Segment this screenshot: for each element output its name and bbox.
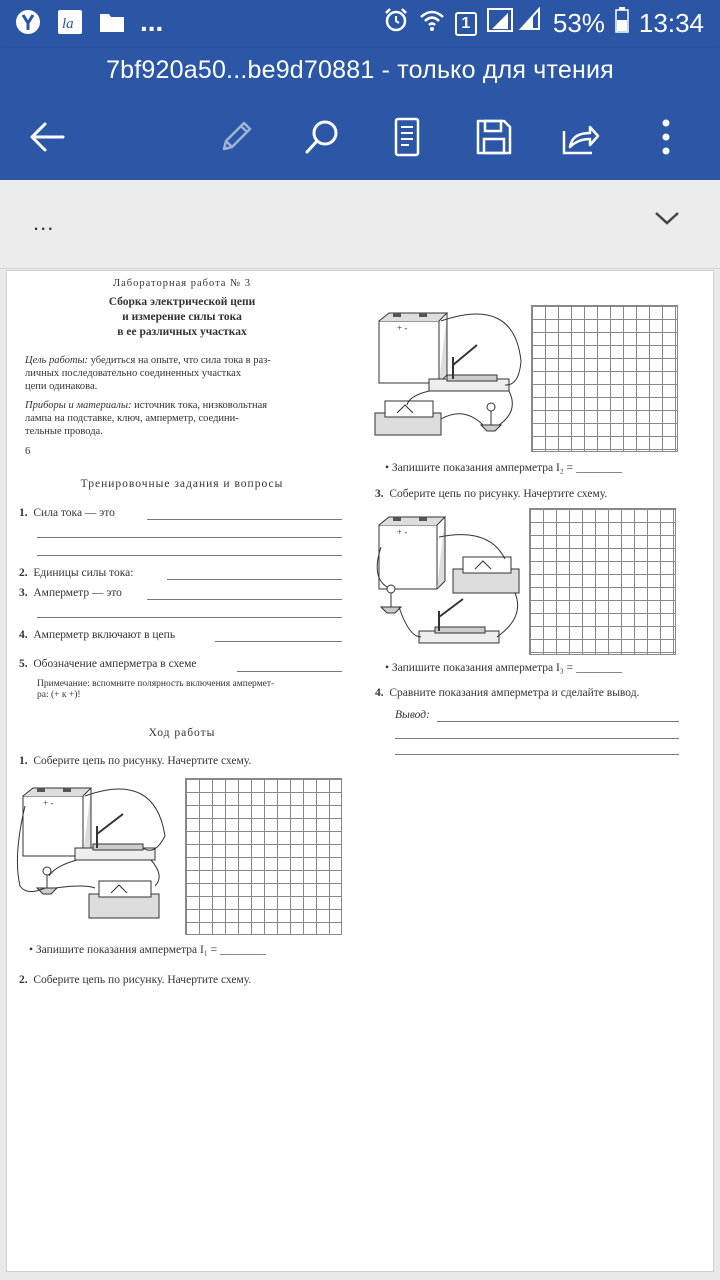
procedure-heading: Ход работы xyxy=(148,727,216,739)
note-line-1: Примечание: вспомните полярность включения ампермет- xyxy=(37,679,275,689)
drawing-grid-1 xyxy=(185,778,342,935)
toolbar xyxy=(0,102,720,172)
wifi-icon xyxy=(419,8,445,39)
reading-1: • Запишите показания амперметра I₁ = ________ xyxy=(29,944,267,956)
goal-line-1 xyxy=(25,355,271,366)
circuit-diagram-3 xyxy=(369,507,529,657)
document-title: 7bf920a50...be9d70881 - только для чтения xyxy=(106,56,614,84)
sim-slot-badge: 1 xyxy=(455,12,477,36)
search-button[interactable] xyxy=(287,102,357,172)
reading-2: • Запишите показания амперметра I₂ = ________ xyxy=(385,462,623,474)
question-2-text: Единицы силы тока: xyxy=(33,567,134,579)
alarm-icon xyxy=(383,7,409,40)
chevron-down-icon xyxy=(654,210,680,226)
training-heading: Тренировочные задания и вопросы xyxy=(80,478,284,490)
ribbon-overflow-button[interactable]: ... xyxy=(33,210,55,235)
step-2-text: Соберите цепь по рисунку. Начертите схему. xyxy=(33,974,252,986)
materials-line-2: лампа на подставке, ключ, амперметр, соедини- xyxy=(25,413,239,424)
question-4 xyxy=(19,629,175,641)
back-button[interactable] xyxy=(12,102,82,172)
signal-icon xyxy=(487,7,543,40)
step-3-number: 3. xyxy=(375,488,384,500)
goal-text: убедиться на опыте, что сила тока в раз- xyxy=(88,355,271,366)
edit-pencil-icon xyxy=(216,117,256,157)
save-button[interactable] xyxy=(459,102,529,172)
lab-title-line-3: в ее различных участках xyxy=(117,326,247,338)
conclusion-line xyxy=(437,721,679,722)
step-2-number: 2. xyxy=(19,974,28,986)
svg-text:+ -: + - xyxy=(43,798,54,808)
answer-line xyxy=(167,579,342,580)
materials-label: Приборы и материалы: xyxy=(25,400,132,411)
la-app-icon xyxy=(56,8,84,36)
question-2-number: 2. xyxy=(19,567,28,579)
answer-line xyxy=(37,555,342,556)
lab-title-line-2: и измерение силы тока xyxy=(122,311,242,323)
edit-button[interactable] xyxy=(201,102,271,172)
step-4-number: 4. xyxy=(375,687,384,699)
circuit-diagram-1 xyxy=(15,776,175,921)
question-3-number: 3. xyxy=(19,587,28,599)
step-3-text: Соберите цепь по рисунку. Начертите схему. xyxy=(389,488,608,500)
reading-3: • Запишите показания амперметра I₃ = ________ xyxy=(385,662,623,674)
circuit-diagram-2 xyxy=(369,301,529,451)
more-vert-icon xyxy=(661,117,671,157)
reading-view-button[interactable] xyxy=(372,102,442,172)
lab-title-line-1: Сборка электрической цепи xyxy=(108,296,256,308)
share-button[interactable] xyxy=(545,102,615,172)
clock: 13:34 xyxy=(638,8,704,38)
step-4-text: Сравните показания амперметра и сделайте вывод. xyxy=(389,687,640,699)
step-1-text: Соберите цепь по рисунку. Начертите схему. xyxy=(33,755,252,767)
share-icon xyxy=(560,117,600,157)
question-4-text: Амперметр включают в цепь xyxy=(33,629,176,641)
yandex-icon xyxy=(14,8,42,36)
answer-line xyxy=(147,519,342,520)
question-2 xyxy=(19,567,133,579)
svg-text:+ -: + - xyxy=(397,527,408,537)
question-4-number: 4. xyxy=(19,629,28,641)
step-4 xyxy=(375,687,639,699)
battery-icon xyxy=(615,7,629,40)
answer-line xyxy=(237,671,342,672)
more-options-button[interactable] xyxy=(631,102,701,172)
ribbon-bar xyxy=(0,180,720,269)
back-arrow-icon xyxy=(27,119,67,155)
document-page[interactable] xyxy=(6,270,714,1272)
conclusion-line xyxy=(395,754,679,755)
question-5 xyxy=(19,658,197,670)
page-number: 6 xyxy=(25,446,31,457)
answer-line xyxy=(215,641,342,642)
answer-line xyxy=(37,617,342,618)
answer-line xyxy=(37,537,342,538)
step-1 xyxy=(19,755,251,767)
goal-label: Цель работы: xyxy=(25,355,89,366)
conclusion-line xyxy=(395,738,679,739)
question-1 xyxy=(19,507,115,519)
search-icon xyxy=(302,117,342,157)
conclusion-label: Вывод: xyxy=(395,709,430,721)
step-1-number: 1. xyxy=(19,755,28,767)
folder-icon xyxy=(98,8,126,36)
materials-line-3: тельные провода. xyxy=(25,426,103,437)
step-2 xyxy=(19,974,251,986)
question-3 xyxy=(19,587,122,599)
question-1-text: Сила тока — это xyxy=(33,507,115,519)
materials-line-1 xyxy=(25,400,267,411)
drawing-grid-2 xyxy=(531,305,678,452)
question-5-text: Обозначение амперметра в схеме xyxy=(33,658,197,670)
app-bar xyxy=(0,48,720,180)
drawing-grid-3 xyxy=(529,508,676,655)
note-line-2: ра: (+ к +)! xyxy=(37,690,81,700)
svg-text:la: la xyxy=(62,16,74,32)
answer-line xyxy=(147,599,342,600)
question-1-number: 1. xyxy=(19,507,28,519)
reading-view-icon xyxy=(389,117,425,157)
question-3-text: Амперметр — это xyxy=(33,587,122,599)
battery-percent: 53% xyxy=(552,8,605,38)
expand-ribbon-button[interactable] xyxy=(654,210,680,231)
status-overflow: ... xyxy=(140,6,164,37)
goal-line-3: цепи одинакова. xyxy=(25,381,98,392)
materials-text: источник тока, низковольтная xyxy=(131,400,268,411)
question-5-number: 5. xyxy=(19,658,28,670)
save-icon xyxy=(474,117,514,157)
lab-number: Лабораторная работа № 3 xyxy=(113,278,251,289)
svg-text:+ -: + - xyxy=(397,323,408,333)
goal-line-2: личных последовательно соединенных участках xyxy=(25,368,242,379)
step-3 xyxy=(375,488,607,500)
status-bar xyxy=(0,0,720,48)
